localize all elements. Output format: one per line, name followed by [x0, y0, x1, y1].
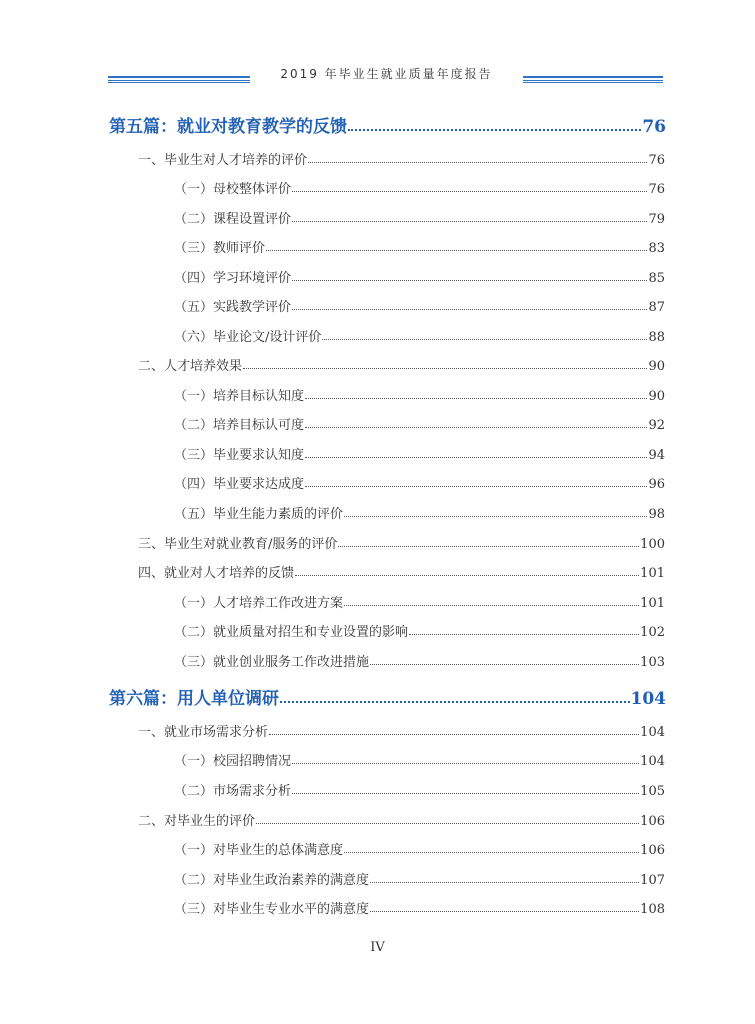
toc-entry[interactable] — [174, 267, 665, 286]
toc-entry-page: 94 — [648, 448, 665, 463]
toc-entry[interactable] — [174, 444, 665, 463]
header-rule-right-thin — [523, 82, 663, 83]
toc-leader-dots — [292, 309, 647, 310]
toc-entry[interactable] — [174, 473, 665, 492]
toc-entry-title: （二）对毕业生政治素养的满意度 — [174, 873, 370, 888]
toc-entry[interactable] — [138, 149, 665, 168]
toc-leader-dots — [243, 368, 647, 369]
toc-entry-title: （一）母校整体评价 — [174, 182, 292, 197]
toc-entry[interactable] — [138, 355, 665, 374]
toc-entry-title: （三）毕业要求认知度 — [174, 448, 305, 463]
toc-entry-title: 二、人才培养效果 — [138, 359, 243, 374]
toc-entry-title: 三、毕业生对就业教育/服务的评价 — [138, 537, 338, 552]
toc-entry-title: 一、就业市场需求分析 — [138, 725, 269, 740]
toc-entry-page: 76 — [648, 182, 665, 197]
toc-entry[interactable] — [174, 178, 665, 197]
toc-leader-dots — [344, 852, 639, 853]
toc-leader-dots — [266, 250, 647, 251]
toc-entry-page: 107 — [640, 873, 665, 888]
toc-entry-title: 四、就业对人才培养的反馈 — [138, 566, 295, 581]
toc-entry-page: 92 — [648, 418, 665, 433]
toc-leader-dots — [370, 664, 639, 665]
toc-leader-dots — [292, 280, 647, 281]
toc-entry[interactable] — [174, 839, 665, 858]
toc-entry-page: 87 — [648, 300, 665, 315]
toc-entry[interactable] — [174, 237, 665, 256]
toc-entry-title: （六）毕业论文/设计评价 — [174, 330, 322, 345]
page-header — [0, 62, 755, 92]
toc-leader-dots — [305, 486, 647, 487]
toc-leader-dots — [409, 634, 639, 635]
toc-entry[interactable] — [174, 385, 665, 404]
toc-entry-page: 76 — [642, 117, 666, 137]
toc-entry-page: 85 — [648, 271, 665, 286]
toc-leader-dots — [338, 546, 639, 547]
toc-entry[interactable] — [174, 208, 665, 227]
toc-entry-page: 104 — [640, 725, 665, 740]
toc-entry[interactable] — [174, 621, 665, 640]
toc-entry-page: 106 — [640, 814, 665, 829]
toc-entry[interactable] — [174, 750, 665, 769]
toc-leader-dots — [348, 129, 641, 131]
toc-leader-dots — [370, 882, 639, 883]
page-number: IV — [370, 940, 385, 955]
toc-entry[interactable] — [138, 810, 665, 829]
toc-entry-title: 二、对毕业生的评价 — [138, 814, 256, 829]
toc-entry-page: 88 — [648, 330, 665, 345]
toc-entry-page: 83 — [648, 241, 665, 256]
header-title: 2019 年毕业生就业质量年度报告 — [280, 67, 493, 81]
toc-entry-title: 第五篇：就业对教育教学的反馈 — [109, 117, 347, 137]
toc-entry-title: （五）毕业生能力素质的评价 — [174, 507, 344, 522]
toc-entry[interactable] — [138, 721, 665, 740]
toc-leader-dots — [292, 763, 639, 764]
toc-entry[interactable] — [174, 780, 665, 799]
toc-leader-dots — [305, 398, 647, 399]
toc-entry-title: （一）校园招聘情况 — [174, 754, 292, 769]
toc-leader-dots — [322, 339, 647, 340]
toc-entry[interactable] — [174, 326, 665, 345]
toc-entry-title: （五）实践教学评价 — [174, 300, 292, 315]
toc-entry[interactable] — [138, 562, 665, 581]
toc-entry-title: （一）人才培养工作改进方案 — [174, 596, 344, 611]
toc-entry[interactable] — [174, 414, 665, 433]
toc-entry-title: （一）对毕业生的总体满意度 — [174, 843, 344, 858]
toc-entry-title: （三）教师评价 — [174, 241, 266, 256]
toc-entry-title: （三）就业创业服务工作改进措施 — [174, 655, 370, 670]
toc-entry-page: 101 — [640, 596, 665, 611]
toc-entry-page: 104 — [630, 689, 666, 709]
toc-leader-dots — [280, 701, 630, 703]
toc-entry[interactable] — [174, 651, 665, 670]
toc-leader-dots — [292, 793, 639, 794]
toc-entry[interactable] — [174, 592, 665, 611]
toc-leader-dots — [370, 911, 639, 912]
toc-leader-dots — [308, 162, 647, 163]
toc-entry[interactable] — [174, 503, 665, 522]
toc-leader-dots — [305, 457, 647, 458]
toc-entry-title: 第六篇：用人单位调研 — [109, 689, 279, 709]
toc-leader-dots — [269, 734, 639, 735]
toc-entry-page: 76 — [648, 153, 665, 168]
toc-entry-title: 一、毕业生对人才培养的评价 — [138, 153, 308, 168]
toc-entry-title: （二）培养目标认可度 — [174, 418, 305, 433]
toc-entry-title: （二）就业质量对招生和专业设置的影响 — [174, 625, 409, 640]
toc-entry-page: 98 — [648, 507, 665, 522]
toc-entry-page: 103 — [640, 655, 665, 670]
toc-entry-page: 104 — [640, 754, 665, 769]
header-rule-right — [523, 76, 663, 81]
toc-entry-page: 105 — [640, 784, 665, 799]
toc-entry[interactable] — [109, 112, 666, 137]
toc-entry-page: 101 — [640, 566, 665, 581]
header-rule-left — [108, 76, 250, 81]
toc-entry[interactable] — [174, 869, 665, 888]
toc-leader-dots — [292, 221, 647, 222]
toc-entry[interactable] — [109, 684, 666, 709]
toc-entry[interactable] — [174, 296, 665, 315]
toc-entry[interactable] — [138, 533, 665, 552]
header-rule-left-thin — [108, 82, 250, 83]
toc-entry-title: （四）学习环境评价 — [174, 271, 292, 286]
toc-leader-dots — [344, 516, 647, 517]
toc-entry-page: 96 — [648, 477, 665, 492]
toc-entry-page: 102 — [640, 625, 665, 640]
toc-entry-title: （四）毕业要求达成度 — [174, 477, 305, 492]
toc-leader-dots — [305, 427, 647, 428]
toc-entry-title: （二）课程设置评价 — [174, 212, 292, 227]
toc-entry-title: （二）市场需求分析 — [174, 784, 292, 799]
toc-leader-dots — [292, 191, 647, 192]
toc-entry[interactable] — [174, 898, 665, 917]
toc-entry-page: 90 — [648, 389, 665, 404]
toc-entry-page: 79 — [648, 212, 665, 227]
toc-entry-page: 108 — [640, 902, 665, 917]
toc-leader-dots — [344, 605, 639, 606]
toc-entry-title: （一）培养目标认知度 — [174, 389, 305, 404]
toc-entry-page: 100 — [640, 537, 665, 552]
toc-leader-dots — [295, 575, 639, 576]
toc-entry-title: （三）对毕业生专业水平的满意度 — [174, 902, 370, 917]
toc-leader-dots — [256, 823, 639, 824]
toc-entry-page: 90 — [648, 359, 665, 374]
toc-entry-page: 106 — [640, 843, 665, 858]
